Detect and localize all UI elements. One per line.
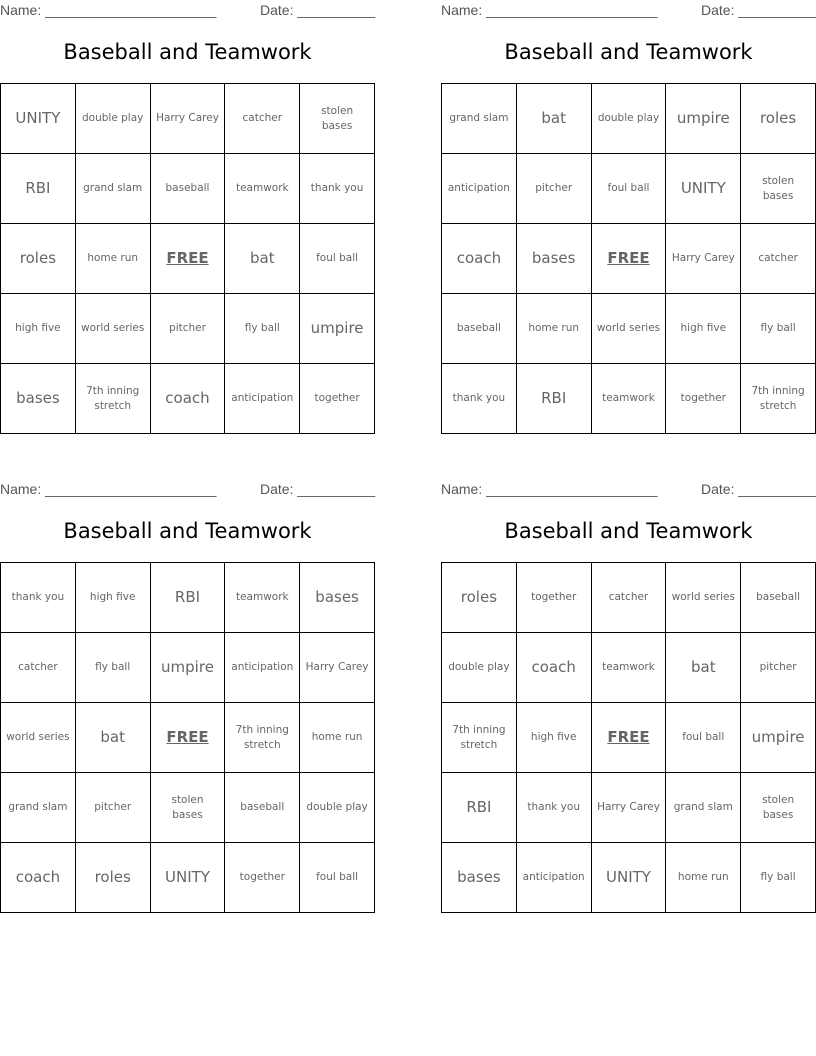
- bingo-cell: double play: [300, 773, 375, 843]
- bingo-cell: UNITY: [592, 843, 667, 913]
- bingo-cell: fly ball: [741, 843, 816, 913]
- bingo-cell: foul ball: [592, 154, 667, 224]
- free-space-cell: FREE: [592, 703, 667, 773]
- bingo-cell: catcher: [225, 84, 300, 154]
- bingo-cell: coach: [442, 224, 517, 294]
- bingo-cell: stolen bases: [151, 773, 226, 843]
- bingo-cell: UNITY: [666, 154, 741, 224]
- bingo-cell: baseball: [225, 773, 300, 843]
- bingo-grid: [0, 83, 375, 434]
- bingo-cell: foul ball: [300, 843, 375, 913]
- name-date-row: [441, 0, 816, 20]
- bingo-cell: together: [225, 843, 300, 913]
- bingo-cell: high five: [666, 294, 741, 364]
- bingo-cell: thank you: [1, 563, 76, 633]
- bingo-cell: grand slam: [666, 773, 741, 843]
- bingo-cell: RBI: [442, 773, 517, 843]
- bingo-cell: anticipation: [442, 154, 517, 224]
- bingo-cell: bat: [225, 224, 300, 294]
- bingo-cell: anticipation: [225, 633, 300, 703]
- bingo-cell: home run: [76, 224, 151, 294]
- bingo-cell: RBI: [151, 563, 226, 633]
- bingo-cell: baseball: [741, 563, 816, 633]
- bingo-cell: UNITY: [1, 84, 76, 154]
- card-title: Baseball and Teamwork: [504, 40, 753, 64]
- bingo-cell: anticipation: [517, 843, 592, 913]
- bingo-cell: stolen bases: [741, 154, 816, 224]
- bingo-cell: home run: [300, 703, 375, 773]
- bingo-cell: high five: [1, 294, 76, 364]
- bingo-cell: bat: [76, 703, 151, 773]
- bingo-cell: together: [666, 364, 741, 434]
- bingo-cell: fly ball: [225, 294, 300, 364]
- bingo-cell: bat: [666, 633, 741, 703]
- bingo-cell: roles: [442, 563, 517, 633]
- bingo-cell: teamwork: [592, 633, 667, 703]
- bingo-cell: stolen bases: [741, 773, 816, 843]
- bingo-cell: world series: [76, 294, 151, 364]
- bingo-cell: RBI: [517, 364, 592, 434]
- bingo-cell: world series: [592, 294, 667, 364]
- bingo-cell: double play: [76, 84, 151, 154]
- bingo-cell: 7th inning stretch: [76, 364, 151, 434]
- bingo-cell: thank you: [517, 773, 592, 843]
- bingo-cell: umpire: [300, 294, 375, 364]
- bingo-cell: stolen bases: [300, 84, 375, 154]
- bingo-cell: 7th inning stretch: [442, 703, 517, 773]
- bingo-cell: roles: [76, 843, 151, 913]
- bingo-cell: pitcher: [741, 633, 816, 703]
- date-field-label: Date: __________: [260, 2, 376, 18]
- bingo-cell: teamwork: [225, 154, 300, 224]
- bingo-cell: teamwork: [225, 563, 300, 633]
- bingo-cell: grand slam: [442, 84, 517, 154]
- name-field-label: Name: ______________________: [0, 481, 217, 497]
- name-date-row: [0, 0, 375, 20]
- bingo-cell: fly ball: [741, 294, 816, 364]
- bingo-cell: umpire: [151, 633, 226, 703]
- bingo-cell: 7th inning stretch: [741, 364, 816, 434]
- name-field-label: Name: ______________________: [0, 2, 217, 18]
- free-space-cell: FREE: [592, 224, 667, 294]
- bingo-cell: high five: [517, 703, 592, 773]
- bingo-cell: grand slam: [1, 773, 76, 843]
- bingo-cell: double play: [592, 84, 667, 154]
- date-field-label: Date: __________: [260, 481, 376, 497]
- free-space-cell: FREE: [151, 224, 226, 294]
- bingo-cell: bases: [1, 364, 76, 434]
- bingo-cell: Harry Carey: [151, 84, 226, 154]
- bingo-cell: UNITY: [151, 843, 226, 913]
- bingo-cell: umpire: [666, 84, 741, 154]
- bingo-cell: coach: [517, 633, 592, 703]
- bingo-cell: world series: [666, 563, 741, 633]
- bingo-cell: Harry Carey: [592, 773, 667, 843]
- name-field-label: Name: ______________________: [441, 481, 658, 497]
- bingo-cell: double play: [442, 633, 517, 703]
- card-title: Baseball and Teamwork: [63, 519, 312, 543]
- bingo-cell: coach: [1, 843, 76, 913]
- card-title: Baseball and Teamwork: [504, 519, 753, 543]
- bingo-cell: home run: [666, 843, 741, 913]
- bingo-cell: 7th inning stretch: [225, 703, 300, 773]
- bingo-cell: bases: [517, 224, 592, 294]
- bingo-cell: catcher: [741, 224, 816, 294]
- bingo-grid: [441, 83, 816, 434]
- bingo-grid: [0, 562, 375, 913]
- bingo-cell: Harry Carey: [666, 224, 741, 294]
- bingo-cell: pitcher: [517, 154, 592, 224]
- bingo-cell: teamwork: [592, 364, 667, 434]
- bingo-cell: foul ball: [300, 224, 375, 294]
- date-field-label: Date: __________: [701, 481, 816, 497]
- bingo-cell: anticipation: [225, 364, 300, 434]
- name-date-row: [441, 479, 816, 499]
- bingo-cell: world series: [1, 703, 76, 773]
- free-space-cell: FREE: [151, 703, 226, 773]
- bingo-cell: Harry Carey: [300, 633, 375, 703]
- bingo-cell: umpire: [741, 703, 816, 773]
- bingo-cell: thank you: [442, 364, 517, 434]
- bingo-cell: together: [300, 364, 375, 434]
- bingo-cell: catcher: [1, 633, 76, 703]
- bingo-grid: [441, 562, 816, 913]
- bingo-cell: fly ball: [76, 633, 151, 703]
- bingo-cell: catcher: [592, 563, 667, 633]
- bingo-cell: bat: [517, 84, 592, 154]
- name-field-label: Name: ______________________: [441, 2, 658, 18]
- bingo-cell: together: [517, 563, 592, 633]
- name-date-row: [0, 479, 375, 499]
- bingo-cell: coach: [151, 364, 226, 434]
- bingo-cell: thank you: [300, 154, 375, 224]
- date-field-label: Date: __________: [701, 2, 816, 18]
- bingo-cell: foul ball: [666, 703, 741, 773]
- bingo-cell: pitcher: [76, 773, 151, 843]
- bingo-cell: RBI: [1, 154, 76, 224]
- bingo-cell: roles: [1, 224, 76, 294]
- bingo-cell: roles: [741, 84, 816, 154]
- bingo-cell: baseball: [151, 154, 226, 224]
- bingo-cell: grand slam: [76, 154, 151, 224]
- bingo-cell: home run: [517, 294, 592, 364]
- card-title: Baseball and Teamwork: [63, 40, 312, 64]
- bingo-cell: baseball: [442, 294, 517, 364]
- bingo-cell: bases: [300, 563, 375, 633]
- bingo-cell: pitcher: [151, 294, 226, 364]
- bingo-cell: bases: [442, 843, 517, 913]
- bingo-cell: high five: [76, 563, 151, 633]
